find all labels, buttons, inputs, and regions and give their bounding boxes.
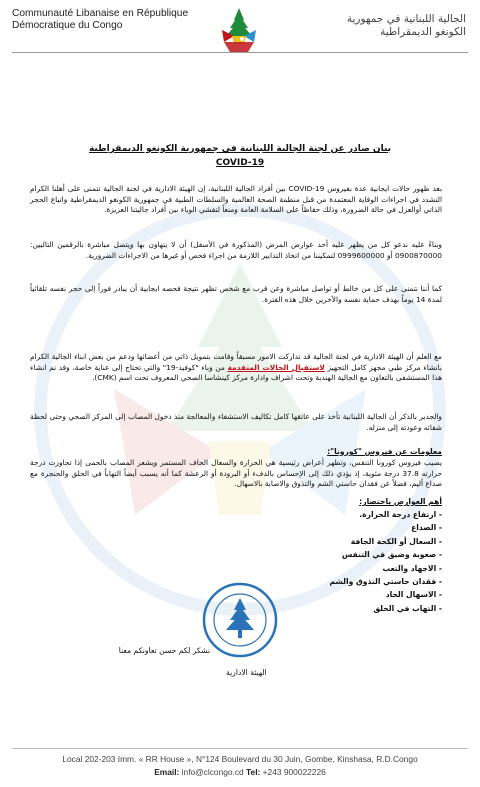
email-link[interactable]: info@clcongo.cd	[181, 767, 244, 777]
paragraph-medical-center	[30, 352, 442, 384]
footer-contact	[0, 767, 480, 777]
email-label: Email:	[154, 767, 180, 777]
cedar-flag-logo-icon	[214, 6, 264, 56]
list-item: - ارتفاع درجة الحرارة.	[300, 508, 442, 521]
medical-center-text-end: من وباء "كوفيد-19" والتي تحتاج إلى عناية خاصة، وقد تم انشاء هذا المستشفى بالتعاون مع الجالية الهندية وتحت اشراف وادارة مركز كينشاسا الصحي المعروف تحت اسم (CMK).	[30, 362, 442, 383]
header-arabic-name	[347, 13, 466, 39]
list-item: - السعال أو الكحة الجافة	[300, 535, 442, 548]
virus-info-heading: معلومات عن فيروس "كورونا":	[327, 447, 442, 456]
paragraph-costs: والجدير بالذكر أن الجالية اللبنانية تأخذ على عاتقها كامل تكاليف الاستشفاء والمعالجة منذ دخول المصاب إلى المركز الصحي وحتى لحظة شفائه وعودته إلى منزله.	[30, 412, 442, 432]
list-item: - فقدان حاستي التذوق والشم	[300, 575, 442, 588]
list-item: - الاجهاد والتعب	[300, 562, 442, 575]
tel-number: +243 900022226	[262, 767, 326, 777]
paragraph-intro: بعد ظهور حالات ايجابية عدة بفيروس COVID-19 بين أفراد الجالية اللبنانية، إن الهيئة الادارية في لجنة الجالية تتمنى على أهلنا الكرام التشدد في اجراءات الوقاية المعتمدة من قبل منظمة الصحة العالمية والسلطات الطبية في جمهورية الكونغو الديمقراطية واتباع الحجر الذاتي أوالعزل في حالة الضرورة، وذلك حفاظاً على السلامة العامة ومنعاً لتفشي الوباء بين أفراد جاليتنا العزيزة.	[30, 184, 442, 215]
list-item: - صعوبة وضيق في التنفس	[300, 548, 442, 561]
statement-title: بيان صادر عن لجنة الجالية اللبنانية في جمهورية الكونغو الديمقراطية	[88, 144, 392, 154]
symptoms-list	[300, 508, 442, 615]
footer-divider	[12, 748, 468, 749]
symptoms-heading: أهم العوارض باختصار:	[359, 497, 442, 506]
list-item: - التهاب في الحلق	[300, 602, 442, 615]
footer-address: Local 202-203 Imm. « RR House », N°124 Boulevard du 30 Juin, Gombe, Kinshasa, R.D.Congo	[62, 754, 418, 764]
paragraph-quarantine: كما أننا نتمنى على كل من خالط أو تواصل مباشرة وعن قرب مع شخص تظهر نتيجة فحصه ايجابية أن يبادر فوراً إلى حجر نفسه تلقائياً لمدة 14 يوماً بهدف حماية نفسه والآخرين خلال هذه الفترة.	[30, 284, 442, 304]
advanced-cases-highlight: لاستقبال الحالات المتقدمة	[227, 362, 325, 372]
header-arabic-line1: الجالية اللبنانية في جمهورية	[346, 13, 466, 25]
thanks-note: نشكر لكم حسن تعاونكم معنا	[118, 646, 210, 655]
statement-subtitle: COVID-19	[215, 158, 265, 168]
header-arabic-line2: الكونغو الديمقراطية	[380, 26, 466, 38]
list-item: - الاسهال الحاد	[300, 588, 442, 601]
header-divider	[12, 52, 468, 53]
paragraph-contact: وبناءً عليه ندعو كل من يظهر عليه أحد عوارض المرض (المذكورة في الأسفل) أن لا يتهاون بها ويتصل مباشرة بالرقمين التاليين: 0900870000 أو 0999600000 لتمكيننا من اتخاذ التدابير اللازمة من اجراء فحص أو غيرها من الاجراءات الضرورية.	[30, 240, 442, 260]
paragraph-virus-info: يصيب فيروس كورونا التنفس، وتظهر أعراض رئيسية هي الحرارة والسعال الجاف المستمر ويشعر المصاب بالحمى إذا تجاوزت درجة حرارته 37.8 درجة مئوية، إذ يؤدي ذلك إلى الإحساس بالدفء أو البرودة أو الرعشة كما أنه يسبب أيضاً التهاباً في الحلق والحنجرة مع صداع أليم، فضلاً عن فقدان حاستي الشم والتذوق والاصابة بالاسهال.	[30, 458, 442, 489]
official-stamp-icon	[200, 580, 280, 660]
header-french-name	[12, 8, 188, 32]
medical-center-text-start: مع العلم أن الهيئة الادارية في لجنة الجالية قد تداركت الامور مسبقاً وقامت بتمويل ذاتي من أعضائها ودعم من بعض ابناء الجالية الكرام بانشاء مركز طبي مجهز كامل التجهيز	[30, 352, 442, 372]
list-item: - الصداع	[300, 521, 442, 534]
signature-label: الهيئة الادارية	[226, 668, 267, 677]
header-french-line2: Démocratique du Congo	[12, 20, 123, 31]
tel-label: Tel:	[246, 767, 261, 777]
header-french-line1: Communauté Libanaise en République	[12, 8, 189, 19]
